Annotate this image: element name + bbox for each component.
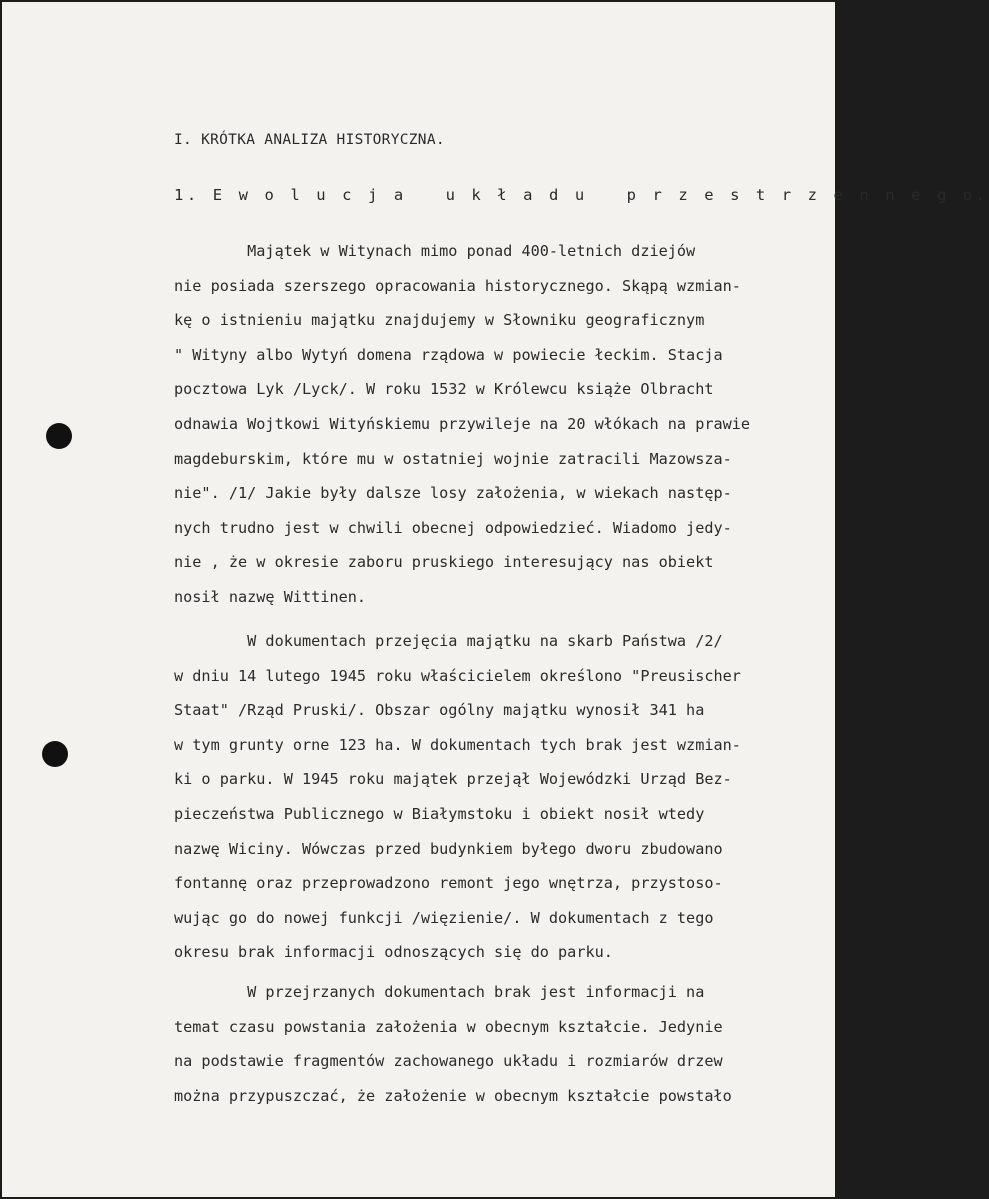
text-line: okresu brak informacji odnoszących się do parku.	[174, 943, 613, 962]
text-line: nych trudno jest w chwili obecnej odpowiedzieć. Wiadomo jedy-	[174, 518, 732, 537]
text-line: temat czasu powstania założenia w obecnym kształcie. Jedynie	[174, 1017, 723, 1036]
punch-hole	[46, 423, 72, 449]
text-line: wując go do nowej funkcji /więzienie/. W dokumentach z tego	[174, 908, 714, 927]
text-line: w tym grunty orne 123 ha. W dokumentach tych brak jest wzmian-	[174, 735, 741, 754]
text-line: nazwę Wiciny. Wówczas przed budynkiem byłego dworu zbudowano	[174, 839, 723, 858]
text-line: pieczeństwa Publicznego w Białymstoku i obiekt nosił wtedy	[174, 805, 705, 823]
text-line: W dokumentach przejęcia majątku na skarb Państwa /2/	[174, 632, 723, 650]
text-line: nosił nazwę Wittinen.	[174, 588, 367, 606]
text-line: w dniu 14 lutego 1945 roku właścicielem określono "Preusischer	[174, 666, 741, 685]
text-line: odnawia Wojtkowi Wityńskiemu przywileje na 20 włókach na prawie	[174, 415, 751, 433]
text-line: ki o parku. W 1945 roku majątek przejął Wojewódzki Urząd Bez-	[174, 770, 732, 789]
document-page	[2, 2, 989, 1197]
text-line: można przypuszczać, że założenie w obecnym kształcie powstało	[174, 1086, 732, 1105]
text-line: W przejrzanych dokumentach brak jest informacji na	[174, 983, 705, 1001]
text-line: nie". /1/ Jakie były dalsze losy założenia, w wiekach następ-	[174, 484, 732, 503]
text-line: nie posiada szerszego opracowania historycznego. Skąpą wzmian-	[174, 276, 741, 295]
punch-hole	[42, 741, 68, 767]
text-line: Staat" /Rząd Pruski/. Obszar ogólny majątku wynosił 341 ha	[174, 701, 705, 720]
text-line: nie , że w okresie zaboru pruskiego interesujący nas obiekt	[174, 553, 714, 572]
text-line: pocztowa Lyk /Lyck/. W roku 1532 w Królewcu książe Olbracht	[174, 380, 714, 399]
text-line: kę o istnieniu majątku znajdujemy w Słowniku geograficznym	[174, 311, 705, 330]
text-line: Majątek w Witynach mimo ponad 400-letnich dziejów	[174, 242, 696, 260]
text-line: magdeburskim, które mu w ostatniej wojnie zatracili Mazowsza-	[174, 449, 732, 468]
subsection-heading: 1. E w o l u c j a u k ł a d u p r z e s t r z e n n e g o.	[174, 186, 989, 204]
text-line: " Wityny albo Wytyń domena rządowa w powiecie łeckim. Stacja	[174, 345, 723, 364]
text-line: na podstawie fragmentów zachowanego układu i rozmiarów drzew	[174, 1052, 723, 1071]
text-line: fontannę oraz przeprowadzono remont jego wnętrza, przystoso-	[174, 874, 723, 893]
section-heading: I. KRÓTKA ANALIZA HISTORYCZNA.	[174, 132, 445, 148]
